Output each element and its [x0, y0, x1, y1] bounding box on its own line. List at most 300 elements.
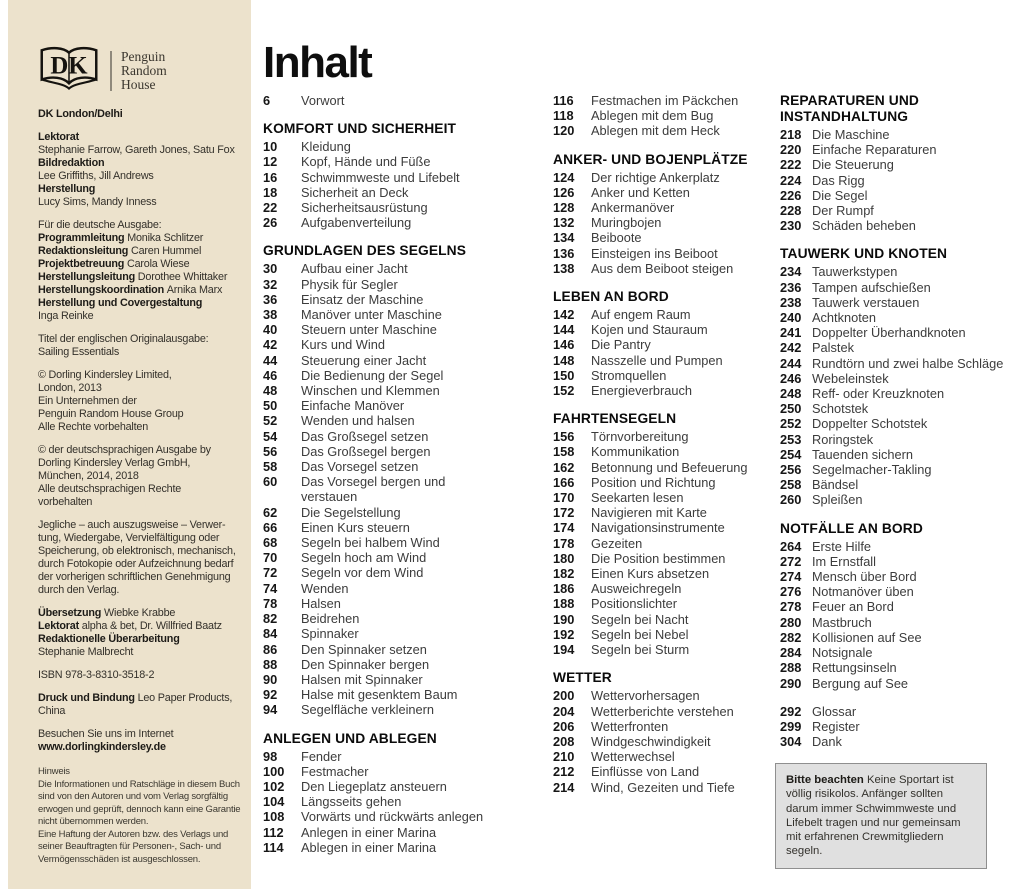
toc-entry-page-number: 240 — [780, 310, 802, 326]
toc-entry-page-number: 238 — [780, 294, 802, 310]
toc-entry-label: Einsteigen ins Beiboot — [591, 245, 718, 261]
imprint-text: Stephanie Malbrecht — [38, 646, 134, 658]
toc-entry-page-number: 66 — [263, 519, 278, 535]
toc-entry-label: Mensch über Bord — [812, 569, 917, 585]
imprint-line — [38, 804, 239, 817]
toc-entry — [553, 642, 753, 657]
toc-entry — [553, 444, 753, 459]
imprint-line — [38, 607, 239, 620]
imprint-block — [38, 369, 239, 434]
imprint-label: Bildredaktion — [38, 157, 105, 169]
toc-entry-page-number: 224 — [780, 172, 802, 188]
toc-entry-page-number: 138 — [553, 260, 575, 276]
toc-entry — [780, 462, 1020, 477]
toc-entry-page-number: 278 — [780, 599, 802, 615]
imprint-label: Programmleitung — [38, 232, 128, 244]
toc-entry-label: Tauwerkstypen — [812, 264, 898, 280]
imprint-line — [38, 444, 239, 457]
imprint-text: Die Informationen und Ratschläge in diesem Buch — [38, 778, 240, 790]
imprint-text: Lucy Sims, Mandy Inness — [38, 196, 157, 208]
toc-entry — [263, 840, 493, 855]
imprint-block — [38, 131, 239, 209]
imprint-label: Lektorat — [38, 131, 79, 143]
toc-entry — [780, 734, 1020, 749]
toc-entry-label: Tampen aufschießen — [812, 279, 931, 295]
toc-entry-label: Einfache Reparaturen — [812, 142, 937, 158]
toc-entry-label: Gezeiten — [591, 535, 643, 551]
toc-entry-label: Kommunikation — [591, 444, 680, 460]
toc-entry — [263, 505, 493, 520]
toc-entry-label: Das Großsegel bergen — [301, 443, 431, 459]
toc-entry — [263, 535, 493, 550]
toc-entry-label: Wenden und halsen — [301, 413, 415, 429]
imprint-text: Arnika Marx — [166, 284, 223, 296]
section-heading: NOTFÄLLE AN BORD — [780, 520, 923, 536]
imprint-text: Alle Rechte vorbehalten — [38, 421, 149, 433]
toc-entry — [780, 310, 1020, 325]
imprint-line — [38, 196, 239, 209]
imprint-line — [38, 382, 239, 395]
toc-entry-label: Aufbau einer Jacht — [301, 261, 408, 277]
imprint-line — [38, 532, 239, 545]
imprint-line — [38, 369, 239, 382]
toc-entry-label: Palstek — [812, 340, 854, 356]
toc-entry-label: Steuerung einer Jacht — [301, 352, 427, 368]
toc-entry-label: Wetterwechsel — [591, 749, 675, 765]
toc-entry-label: Spleißen — [812, 492, 863, 508]
imprint-text: Ein Unternehmen der — [38, 395, 137, 407]
toc-entry-label: Wetterfronten — [591, 718, 669, 734]
imprint-text: Lee Griffiths, Jill Andrews — [38, 170, 154, 182]
toc-entry — [263, 170, 493, 185]
toc-entry-page-number: 26 — [263, 215, 278, 231]
imprint-label: Druck und Bindung — [38, 692, 138, 704]
imprint-line — [38, 854, 239, 867]
toc-entry-label: Seekarten lesen — [591, 490, 684, 506]
toc-entry — [263, 200, 493, 215]
imprint-line — [38, 779, 239, 792]
toc-entry-label: Fender — [301, 748, 342, 764]
toc-entry — [553, 368, 753, 383]
toc-section — [553, 670, 753, 794]
toc-entry-page-number: 92 — [263, 687, 278, 703]
imprint-text: Für die deutsche Ausgabe: — [38, 219, 162, 231]
imprint-block — [38, 444, 239, 509]
toc-entry-label: Segeln bei Sturm — [591, 642, 690, 658]
toc-entry — [553, 261, 753, 276]
toc-entry-label: Einflüsse von Land — [591, 764, 700, 780]
toc-entry-page-number: 192 — [553, 626, 575, 642]
toc-entry-label: Längsseits gehen — [301, 794, 402, 810]
imprint-line — [38, 633, 239, 646]
toc-entry — [263, 642, 493, 657]
toc-entry-label: Tauenden sichern — [812, 446, 914, 462]
toc-entry-page-number: 218 — [780, 127, 802, 142]
toc-entry-label: Doppelter Schotstek — [812, 416, 928, 432]
toc-entry — [780, 356, 1020, 371]
imprint-line — [38, 519, 239, 532]
imprint-text: Eine Haftung der Autoren bzw. des Verlags und — [38, 828, 229, 840]
imprint-line — [38, 333, 239, 346]
toc-entry — [780, 264, 1020, 279]
toc-entry-page-number: 282 — [780, 629, 802, 645]
toc-entry-page-number: 280 — [780, 614, 802, 630]
toc-entry-label: Kopf, Hände und Füße — [301, 154, 431, 170]
toc-entry — [553, 246, 753, 261]
toc-entry — [553, 185, 753, 200]
toc-entry-page-number: 226 — [780, 187, 802, 203]
imprint-text: Inga Reinke — [38, 310, 94, 322]
toc-entry-page-number: 102 — [263, 778, 285, 794]
toc-entry-page-number: 32 — [263, 276, 278, 292]
toc-columns — [263, 93, 1024, 858]
imprint-text: der vorherigen schriftlichen Genehmigung — [38, 571, 231, 583]
imprint-line — [38, 558, 239, 571]
toc-entry — [263, 429, 493, 444]
toc-entry-page-number: 30 — [263, 261, 278, 277]
toc-entry-label: Segelmacher-Takling — [812, 462, 932, 478]
toc-entry — [553, 612, 753, 627]
toc-entry — [553, 566, 753, 581]
toc-section — [553, 411, 753, 657]
imprint-text: Stephanie Farrow, Gareth Jones, Satu Fox — [38, 144, 235, 156]
toc-entry — [780, 719, 1020, 734]
toc-entry-label: Vorwort — [301, 93, 345, 108]
toc-entry-page-number: 200 — [553, 688, 575, 704]
toc-entry-page-number: 46 — [263, 367, 278, 383]
toc-entry — [553, 520, 753, 535]
toc-entry — [263, 611, 493, 626]
toc-entry-page-number: 222 — [780, 157, 802, 173]
toc-entry-label: Rundtörn und zwei halbe Schläge — [812, 355, 1004, 371]
toc-entry-label: Halsen mit Spinnaker — [301, 671, 423, 687]
toc-entry — [780, 432, 1020, 447]
imprint-text: Alle deutschsprachigen Rechte — [38, 483, 182, 495]
toc-entry-page-number: 128 — [553, 200, 575, 216]
toc-entry-page-number: 88 — [263, 656, 278, 672]
toc-entry — [780, 599, 1020, 614]
imprint-block — [38, 766, 239, 866]
toc-entry-label: Schwimmweste und Lifebelt — [301, 169, 460, 185]
page-title: Inhalt — [263, 38, 372, 87]
toc-entry-page-number: 244 — [780, 355, 802, 371]
toc-entry-page-number: 48 — [263, 383, 278, 399]
imprint-line — [38, 496, 239, 509]
toc-entry-label: Das Vorsegel bergen und verstauen — [301, 474, 446, 505]
toc-entry-label: Manöver unter Maschine — [301, 307, 442, 323]
toc-entry-page-number: 162 — [553, 459, 575, 475]
toc-entry — [263, 672, 493, 687]
toc-entry-page-number: 156 — [553, 429, 575, 445]
toc-entry-page-number: 58 — [263, 459, 278, 475]
toc-entry-label: Beiboote — [591, 230, 642, 246]
toc-entry — [780, 477, 1020, 492]
toc-entry — [780, 569, 1020, 584]
toc-entry — [263, 292, 493, 307]
toc-entry — [780, 280, 1020, 295]
toc-entry-page-number: 98 — [263, 748, 278, 764]
toc-section — [553, 152, 753, 276]
toc-entry — [553, 230, 753, 245]
toc-entry-page-number: 100 — [263, 763, 285, 779]
section-heading: GRUNDLAGEN DES SEGELNS — [263, 243, 467, 259]
toc-entry-page-number: 158 — [553, 444, 575, 460]
toc-entry-label: Wetterberichte verstehen — [591, 703, 734, 719]
imprint-text: nicht übernommen werden. — [38, 816, 149, 827]
toc-entry-label: Den Liegeplatz ansteuern — [301, 778, 447, 794]
toc-section — [780, 704, 1020, 750]
toc-entry-label: Die Segel — [812, 187, 868, 203]
toc-entry-label: Die Segelstellung — [301, 504, 401, 520]
toc-entry-page-number: 18 — [263, 184, 278, 200]
toc-entry-page-number: 112 — [263, 824, 284, 840]
toc-entry-page-number: 241 — [780, 325, 802, 341]
imprint-line — [38, 692, 239, 705]
toc-entry-label: Der richtige Ankerplatz — [591, 169, 720, 185]
toc-entry-label: Aus dem Beiboot steigen — [591, 260, 734, 276]
imprint-line — [38, 584, 239, 597]
toc-entry-label: Segeln hoch am Wind — [301, 550, 427, 566]
imprint-line — [38, 284, 239, 297]
toc-entry — [553, 505, 753, 520]
imprint-line — [38, 620, 239, 633]
toc-entry-page-number: 16 — [263, 169, 278, 185]
toc-entry — [263, 444, 493, 459]
imprint-text: Jegliche – auch auszugsweise – Verwer- — [38, 519, 226, 531]
toc-entry-page-number: 170 — [553, 490, 575, 506]
toc-entry — [263, 825, 493, 840]
toc-entry-page-number: 148 — [553, 352, 575, 368]
imprint-label: Projektbetreuung — [38, 258, 127, 270]
toc-entry-page-number: 134 — [553, 230, 575, 246]
toc-entry-label: Kojen und Stauraum — [591, 322, 708, 338]
toc-entry-label: Dank — [812, 734, 842, 750]
toc-section — [263, 93, 493, 108]
toc-entry-label: Sicherheit an Deck — [301, 184, 409, 200]
imprint-line — [38, 271, 239, 284]
toc-entry — [780, 660, 1020, 675]
imprint-text: Wiebke Krabbe — [104, 607, 176, 619]
toc-entry — [553, 337, 753, 352]
toc-entry-page-number: 284 — [780, 645, 802, 661]
toc-entry — [553, 429, 753, 444]
imprint-line — [38, 245, 239, 258]
toc-entry-page-number: 194 — [553, 642, 575, 658]
toc-entry-page-number: 236 — [780, 279, 802, 295]
toc-section — [780, 93, 1020, 233]
toc-entry — [780, 142, 1020, 157]
imprint-line: Random — [121, 62, 167, 78]
toc-entry-page-number: 178 — [553, 535, 575, 551]
toc-entry — [780, 325, 1020, 340]
toc-entry — [553, 383, 753, 398]
toc-entry-label: Wettervorhersagen — [591, 688, 700, 704]
toc-entry-label: Segelfläche verkleinern — [301, 702, 435, 718]
toc-entry — [553, 307, 753, 322]
imprint-text: Hinweis — [38, 766, 70, 777]
toc-entry-page-number: 214 — [553, 779, 575, 795]
toc-entry-page-number: 182 — [553, 566, 575, 582]
imprint-line — [38, 669, 239, 682]
toc-entry-label: Im Ernstfall — [812, 553, 876, 569]
toc-entry-label: Glossar — [812, 703, 857, 719]
toc-entry — [263, 809, 493, 824]
toc-entry-label: Törnvorbereitung — [591, 429, 689, 445]
toc-entry-label: Kleidung — [301, 139, 351, 155]
toc-entry — [263, 215, 493, 230]
toc-entry-page-number: 258 — [780, 477, 802, 493]
imprint-line: Penguin — [121, 48, 166, 64]
toc-entry-page-number: 186 — [553, 581, 575, 597]
toc-entry-label: Webeleinstek — [812, 370, 889, 386]
toc-entry-page-number: 136 — [553, 245, 575, 261]
toc-entry-label: Vorwärts und rückwärts anlegen — [301, 809, 484, 825]
penguin-random-house-wordmark — [121, 50, 167, 92]
imprint-line — [38, 646, 239, 659]
imprint-label: www.dorlingkindersley.de — [38, 741, 166, 753]
toc-entry — [780, 447, 1020, 462]
imprint-block — [38, 219, 239, 323]
toc-entry — [263, 459, 493, 474]
toc-entry — [553, 749, 753, 764]
toc-entry-label: Achtknoten — [812, 310, 877, 326]
toc-entry — [263, 687, 493, 702]
toc-entry-page-number: 50 — [263, 398, 278, 414]
toc-entry — [553, 581, 753, 596]
toc-entry — [780, 371, 1020, 386]
toc-entry — [780, 218, 1020, 233]
toc-entry-label: Die Position bestimmen — [591, 550, 726, 566]
toc-entry-page-number: 188 — [553, 596, 575, 612]
toc-entry — [780, 584, 1020, 599]
imprint-text: durch Fotokopie oder Aufzeichnung bedarf — [38, 558, 234, 570]
toc-entry — [263, 413, 493, 428]
imprint-text: sind von den Autoren und vom Verlag sorgfältig — [38, 791, 228, 802]
toc-entry — [263, 139, 493, 154]
toc-entry-page-number: 68 — [263, 535, 278, 551]
toc-entry — [780, 630, 1020, 645]
toc-entry-page-number: 56 — [263, 443, 278, 459]
toc-entry-label: Physik für Segler — [301, 276, 398, 292]
toc-entry-label: Festmachen im Päckchen — [591, 93, 739, 108]
toc-entry-label: Auf engem Raum — [591, 307, 691, 323]
imprint-text: Penguin Random House Group — [38, 408, 184, 420]
toc-entry-label: Die Maschine — [812, 127, 890, 142]
toc-entry-page-number: 132 — [553, 215, 575, 231]
toc-entry-page-number: 299 — [780, 718, 802, 734]
toc-entry-label: Navigationsinstrumente — [591, 520, 725, 536]
toc-entry-page-number: 274 — [780, 569, 802, 585]
imprint-line — [38, 457, 239, 470]
toc-entry-page-number: 204 — [553, 703, 575, 719]
toc-entry-label: Die Steuerung — [812, 157, 894, 173]
toc-entry-label: Nasszelle und Pumpen — [591, 352, 723, 368]
toc-entry — [263, 794, 493, 809]
contents-main — [263, 0, 1024, 858]
toc-entry — [553, 475, 753, 490]
imprint-line — [38, 395, 239, 408]
toc-section — [263, 243, 493, 717]
toc-entry — [553, 688, 753, 703]
toc-entry-page-number: 172 — [553, 505, 575, 521]
toc-entry-label: Navigieren mit Karte — [591, 505, 707, 521]
imprint-text: Sailing Essentials — [38, 346, 120, 358]
toc-entry-page-number: 252 — [780, 416, 802, 432]
toc-entry — [263, 154, 493, 169]
toc-entry-label: Segeln bei halbem Wind — [301, 535, 440, 551]
toc-entry — [780, 615, 1020, 630]
toc-column-1 — [263, 93, 493, 855]
imprint-text: Speicherung, ob elektronisch, mechanisch, — [38, 545, 236, 557]
imprint-text: alpha & bet, Dr. Willfried Baatz — [81, 620, 222, 632]
imprint-line — [38, 421, 239, 434]
toc-entry — [263, 550, 493, 565]
toc-entry-page-number: 228 — [780, 203, 802, 219]
toc-entry — [263, 322, 493, 337]
toc-entry — [263, 626, 493, 641]
toc-entry-label: Segeln bei Nacht — [591, 611, 689, 627]
toc-entry-page-number: 36 — [263, 291, 278, 307]
toc-entry-label: Notsignale — [812, 645, 873, 661]
toc-entry-label: Das Rigg — [812, 172, 865, 188]
toc-entry-page-number: 260 — [780, 492, 802, 508]
toc-entry-page-number: 72 — [263, 565, 278, 581]
toc-entry-page-number: 38 — [263, 307, 278, 323]
toc-entry — [780, 340, 1020, 355]
toc-entry-page-number: 180 — [553, 550, 575, 566]
imprint-text: Vermögensschäden ist ausgeschlossen. — [38, 853, 201, 865]
toc-section — [553, 93, 753, 139]
section-heading: LEBEN AN BORD — [553, 289, 669, 305]
toc-entry-page-number: 292 — [780, 703, 802, 719]
publisher-sidebar — [8, 0, 251, 889]
section-heading: TAUWERK UND KNOTEN — [780, 246, 948, 262]
toc-entry-page-number: 118 — [553, 108, 574, 124]
notice-box — [775, 763, 987, 869]
toc-entry-label: Wind, Gezeiten und Tiefe — [591, 779, 735, 795]
publisher-logos — [38, 46, 239, 95]
notice-body: Keine Sportart ist völlig risikolos. Anfänger sollten darum immer Schwimmweste und Lifebelt tragen und nur gemeinsam mit erfahrenen Crewmitgliedern segeln. — [786, 774, 961, 858]
toc-entry-page-number: 253 — [780, 431, 802, 447]
toc-entry — [553, 123, 753, 138]
toc-entry-label: Segeln bei Nebel — [591, 626, 689, 642]
toc-entry — [263, 383, 493, 398]
toc-entry-page-number: 264 — [780, 538, 802, 554]
toc-entry-label: Einen Kurs absetzen — [591, 566, 710, 582]
toc-section — [780, 521, 1020, 691]
imprint-line — [38, 108, 239, 121]
toc-entry — [780, 492, 1020, 507]
toc-entry-label: Einen Kurs steuern — [301, 519, 410, 535]
toc-entry-page-number: 234 — [780, 264, 802, 280]
imprint-block — [38, 692, 239, 718]
toc-entry — [780, 539, 1020, 554]
toc-entry-page-number: 212 — [553, 764, 575, 780]
imprint-line: House — [121, 76, 156, 92]
toc-entry-label: Den Spinnaker bergen — [301, 656, 430, 672]
toc-entry — [263, 520, 493, 535]
section-heading: ANLEGEN UND ABLEGEN — [263, 730, 437, 746]
imprint-line — [38, 144, 239, 157]
toc-entry-page-number: 90 — [263, 671, 278, 687]
toc-entry-page-number: 116 — [553, 93, 574, 108]
toc-entry-page-number: 108 — [263, 809, 285, 825]
toc-entry — [263, 93, 493, 108]
toc-entry — [263, 337, 493, 352]
imprint-line — [38, 766, 239, 779]
imprint-text: Monika Schlitzer — [127, 232, 204, 244]
imprint-line — [38, 310, 239, 323]
